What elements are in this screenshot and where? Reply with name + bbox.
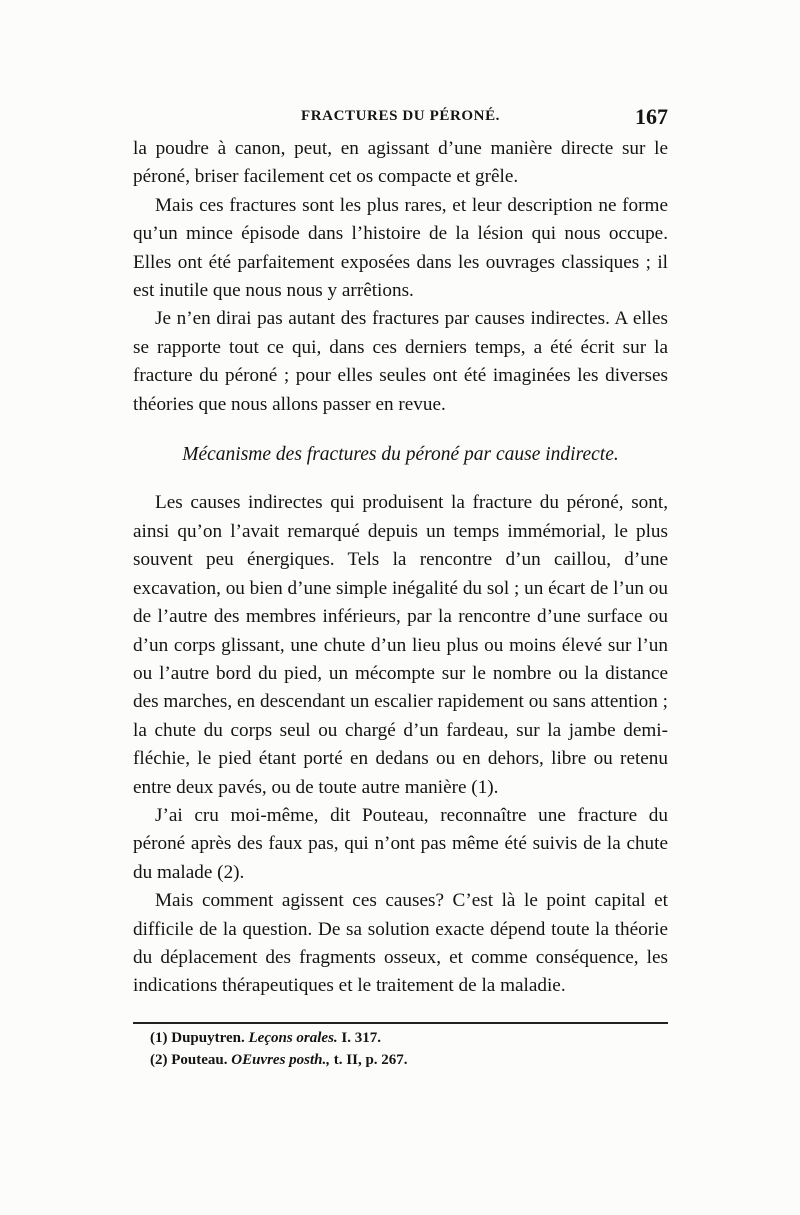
running-head: FRACTURES DU PÉRONÉ. xyxy=(300,108,501,124)
footnote-ref: t. II, p. 267. xyxy=(333,1052,408,1068)
footnote-ref: I. 317. xyxy=(341,1030,382,1046)
paragraph: Les causes indirectes qui produisent la fracture du péroné, sont, ainsi qu’on l’avait remarqué depuis un temps immémorial, le plus souvent peu énergiques. Tels la rencontre d’un caillou, d’une excavation, ou bien d’une simple inégalité du sol ; un écart de l’un ou de l’autre des membres inférieurs, par la rencontre d’une surface ou d’un corps glissant, une chute d’un lieu plus ou moins élevé sur l’un ou l’autre bord du pied, un mécompte sur le nombre ou la distance des marches, en descendant un escalier rapidement ou sans attention ; la chute du corps seul ou chargé d’un fardeau, sur la jambe demi-fléchie, le pied étant porté en dedans ou en dehors, libre ou retenu entre deux pavés, ou de toute autre manière (1). xyxy=(133,492,668,798)
footnote-marker: (2) xyxy=(150,1052,168,1068)
footnotes xyxy=(150,1027,650,1071)
footnote xyxy=(150,1027,650,1049)
page-body xyxy=(133,135,668,1001)
footnote-author: Dupuytren. xyxy=(171,1030,245,1046)
footnote-work: Leçons orales. xyxy=(248,1030,338,1046)
paragraph: J’ai cru moi-même, dit Pouteau, reconnaître une fracture du péroné après des faux pas, qui n’ont pas même été suivis de la chute du malade (2). xyxy=(133,804,668,883)
paragraph: la poudre à canon, peut, en agissant d’une manière directe sur le péroné, briser facilement cet os compacte et grêle. xyxy=(133,138,668,188)
footnote-author: Pouteau. xyxy=(171,1052,228,1068)
footnote-rule xyxy=(133,1022,668,1024)
page-number: 167 xyxy=(635,104,668,129)
footnote-marker: (1) xyxy=(150,1030,168,1046)
section-title: Mécanisme des fractures du péroné par cause indirecte. xyxy=(182,444,619,466)
footnote xyxy=(150,1049,650,1071)
paragraph: Mais ces fractures sont les plus rares, et leur description ne forme qu’un mince épisode dans l’histoire de la lésion qui nous occupe. Elles ont été parfaitement exposées dans les ouvrages classiques ; il est inutile que nous nous y arrêtions. xyxy=(133,194,668,302)
footnote-work: OEuvres posth., xyxy=(231,1052,331,1068)
paragraph: Mais comment agissent ces causes? C’est là le point capital et difficile de la question. De sa solution exacte dépend toute la théorie du déplacement des fragments osseux, et comme conséquence, les indications thérapeutiques et le traitement de la maladie. xyxy=(133,890,668,997)
page-header xyxy=(133,104,668,130)
paragraph: Je n’en dirai pas autant des fractures par causes indirectes. A elles se rapporte tout ce qui, dans ces derniers temps, a été écrit sur la fracture du péroné ; pour elles seules ont été imaginées les diverses théories que nous allons passer en revue. xyxy=(133,308,668,415)
